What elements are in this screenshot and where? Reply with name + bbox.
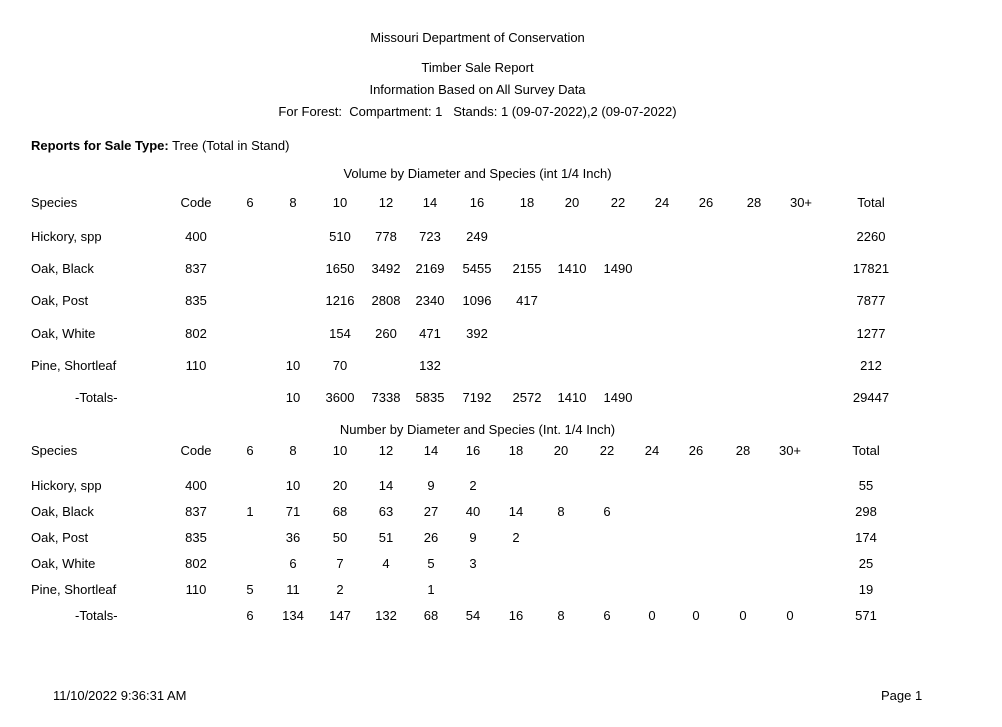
table-cell: 71 — [285, 504, 301, 519]
table-cell: 154 — [329, 326, 351, 341]
table-cell: 400 — [185, 229, 207, 244]
table-cell: 2 — [336, 582, 344, 597]
table-cell: 6 — [289, 556, 297, 571]
column-header: 16 — [465, 443, 481, 458]
table-cell: 510 — [329, 229, 351, 244]
column-header: 26 — [698, 195, 714, 210]
species-name: Oak, Post — [31, 530, 89, 545]
table-cell: 110 — [185, 358, 207, 373]
table-cell: 10 — [285, 478, 301, 493]
report-basis: Information Based on All Survey Data — [369, 82, 586, 97]
column-header: 14 — [423, 443, 439, 458]
table-cell: 2340 — [415, 293, 445, 308]
species-name: Oak, White — [31, 326, 96, 341]
table-cell: 4 — [382, 556, 390, 571]
species-name: Oak, Post — [31, 293, 89, 308]
column-header: 28 — [735, 443, 751, 458]
table-cell: 802 — [185, 556, 207, 571]
table-cell: 837 — [185, 261, 207, 276]
column-header: 6 — [246, 443, 254, 458]
table-cell: 5455 — [462, 261, 492, 276]
sale-type-value: Tree (Total in Stand) — [168, 138, 290, 153]
species-name: Oak, Black — [31, 261, 94, 276]
column-header: Total — [852, 443, 880, 458]
column-header: 26 — [688, 443, 704, 458]
table-cell: 3492 — [371, 261, 401, 276]
table-cell: 70 — [332, 358, 348, 373]
table-cell: 1 — [246, 504, 254, 519]
totals-cell: 68 — [423, 608, 439, 623]
table-cell: 837 — [185, 504, 207, 519]
column-header: 8 — [289, 443, 297, 458]
totals-cell: 29447 — [852, 390, 890, 405]
totals-cell: 10 — [285, 390, 301, 405]
footer-timestamp: 11/10/2022 9:36:31 AM — [53, 688, 187, 703]
column-header: Code — [180, 443, 212, 458]
table-cell: 10 — [285, 358, 301, 373]
species-name: Pine, Shortleaf — [31, 358, 117, 373]
table-cell: 26 — [423, 530, 439, 545]
column-header: 10 — [332, 195, 348, 210]
table-cell: 3 — [469, 556, 477, 571]
table-cell: 802 — [185, 326, 207, 341]
totals-cell: 0 — [786, 608, 794, 623]
table-cell: 471 — [419, 326, 441, 341]
report-title: Timber Sale Report — [421, 60, 534, 75]
table-cell: 7 — [336, 556, 344, 571]
table-cell: 1490 — [603, 261, 633, 276]
column-header: Species — [31, 443, 78, 458]
table-cell: 1277 — [856, 326, 886, 341]
table-cell: 17821 — [852, 261, 890, 276]
totals-cell: 54 — [465, 608, 481, 623]
table-cell: 40 — [465, 504, 481, 519]
table-cell: 20 — [332, 478, 348, 493]
totals-cell: 16 — [508, 608, 524, 623]
species-name: Oak, White — [31, 556, 96, 571]
table-cell: 7877 — [856, 293, 886, 308]
totals-cell: 1490 — [603, 390, 633, 405]
table-cell: 1216 — [325, 293, 355, 308]
totals-cell: 147 — [329, 608, 351, 623]
table-cell: 1 — [427, 582, 435, 597]
totals-cell: 134 — [282, 608, 304, 623]
totals-label: -Totals- — [75, 608, 118, 623]
species-name: Hickory, spp — [31, 229, 102, 244]
table-cell: 249 — [466, 229, 488, 244]
forest-stands-line: For Forest: Compartment: 1 Stands: 1 (09-07-2022),2 (09-07-2022) — [278, 104, 677, 119]
totals-cell: 7338 — [371, 390, 401, 405]
table-cell: 723 — [419, 229, 441, 244]
sale-type-line — [31, 138, 289, 154]
totals-cell: 1410 — [557, 390, 587, 405]
totals-cell: 0 — [692, 608, 700, 623]
totals-cell: 571 — [855, 608, 877, 623]
sale-type-label: Reports for Sale Type: — [31, 138, 169, 153]
column-header: 30+ — [778, 443, 802, 458]
column-header: 24 — [654, 195, 670, 210]
column-header: 22 — [599, 443, 615, 458]
totals-cell: 8 — [557, 608, 565, 623]
table-cell: 36 — [285, 530, 301, 545]
totals-cell: 6 — [246, 608, 254, 623]
species-name: Pine, Shortleaf — [31, 582, 117, 597]
table-cell: 63 — [378, 504, 394, 519]
org-title: Missouri Department of Conservation — [370, 30, 585, 45]
table-cell: 260 — [375, 326, 397, 341]
table-cell: 6 — [603, 504, 611, 519]
column-header: Total — [857, 195, 885, 210]
volume-table-title: Volume by Diameter and Species (int 1/4 Inch) — [343, 166, 612, 181]
column-header: 28 — [746, 195, 762, 210]
totals-cell: 3600 — [325, 390, 355, 405]
table-cell: 835 — [185, 530, 207, 545]
table-cell: 2260 — [856, 229, 886, 244]
table-cell: 1410 — [557, 261, 587, 276]
column-header: 16 — [469, 195, 485, 210]
table-cell: 51 — [378, 530, 394, 545]
table-cell: 2155 — [512, 261, 542, 276]
column-header: 14 — [422, 195, 438, 210]
table-cell: 50 — [332, 530, 348, 545]
column-header: Species — [31, 195, 78, 210]
table-cell: 132 — [419, 358, 441, 373]
table-cell: 19 — [858, 582, 874, 597]
table-cell: 2169 — [415, 261, 445, 276]
totals-cell: 7192 — [462, 390, 492, 405]
table-cell: 2808 — [371, 293, 401, 308]
table-cell: 1650 — [325, 261, 355, 276]
table-cell: 835 — [185, 293, 207, 308]
table-cell: 5 — [427, 556, 435, 571]
table-cell: 400 — [185, 478, 207, 493]
column-header: 20 — [553, 443, 569, 458]
column-header: 10 — [332, 443, 348, 458]
column-header: 18 — [508, 443, 524, 458]
species-name: Oak, Black — [31, 504, 94, 519]
table-cell: 110 — [185, 582, 207, 597]
table-cell: 9 — [427, 478, 435, 493]
table-cell: 14 — [378, 478, 394, 493]
column-header: 8 — [289, 195, 297, 210]
totals-cell: 132 — [375, 608, 397, 623]
number-table-title: Number by Diameter and Species (Int. 1/4 Inch) — [339, 422, 616, 437]
table-cell: 8 — [557, 504, 565, 519]
table-cell: 2 — [469, 478, 477, 493]
column-header: 20 — [564, 195, 580, 210]
table-cell: 55 — [858, 478, 874, 493]
table-cell: 174 — [855, 530, 877, 545]
table-cell: 2 — [512, 530, 520, 545]
totals-cell: 5835 — [415, 390, 445, 405]
totals-cell: 2572 — [512, 390, 542, 405]
table-cell: 68 — [332, 504, 348, 519]
species-name: Hickory, spp — [31, 478, 102, 493]
table-cell: 5 — [246, 582, 254, 597]
table-cell: 14 — [508, 504, 524, 519]
table-cell: 25 — [858, 556, 874, 571]
totals-label: -Totals- — [75, 390, 118, 405]
table-cell: 11 — [286, 582, 300, 597]
column-header: 12 — [378, 443, 394, 458]
footer-page-number: Page 1 — [881, 688, 923, 703]
column-header: 24 — [644, 443, 660, 458]
totals-cell: 0 — [648, 608, 656, 623]
column-header: 12 — [378, 195, 394, 210]
table-cell: 212 — [860, 358, 882, 373]
column-header: 30+ — [789, 195, 813, 210]
table-cell: 9 — [469, 530, 477, 545]
column-header: Code — [180, 195, 212, 210]
table-cell: 1096 — [462, 293, 492, 308]
table-cell: 392 — [466, 326, 488, 341]
column-header: 22 — [610, 195, 626, 210]
column-header: 18 — [519, 195, 535, 210]
table-cell: 417 — [516, 293, 538, 308]
table-cell: 778 — [375, 229, 397, 244]
table-cell: 27 — [423, 504, 439, 519]
column-header: 6 — [246, 195, 254, 210]
totals-cell: 6 — [603, 608, 611, 623]
table-cell: 298 — [855, 504, 877, 519]
totals-cell: 0 — [739, 608, 747, 623]
